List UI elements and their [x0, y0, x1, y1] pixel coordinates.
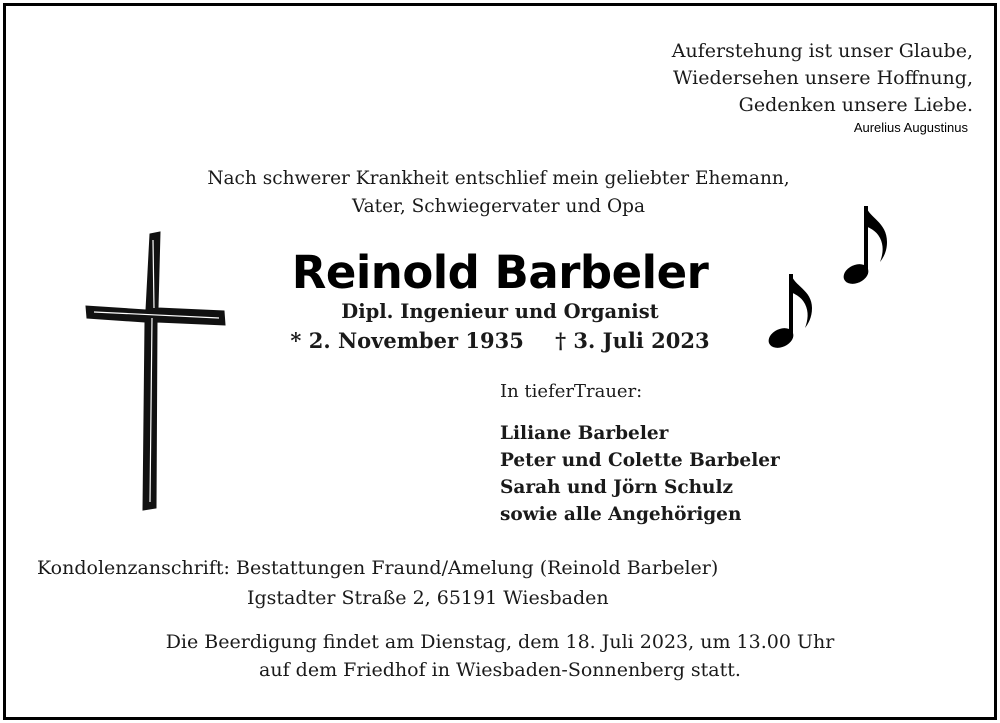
funeral-line: auf dem Friedhof in Wiesbaden-Sonnenberg statt. [259, 659, 741, 681]
intro-line: Nach schwerer Krankheit entschlief mein geliebter Ehemann, [207, 168, 790, 189]
intro-line: Vater, Schwiegervater und Opa [351, 196, 646, 217]
birth-date: * 2. November 1935 [290, 328, 524, 353]
death-date: † 3. Juli 2023 [555, 328, 710, 353]
condolence-address [37, 553, 718, 613]
deceased-profession: Dipl. Ingenieur und Organist [341, 300, 659, 323]
quote [672, 38, 973, 119]
survivor-name: Peter und Colette Barbeler [500, 450, 780, 471]
survivor-name: Sarah und Jörn Schulz [500, 477, 734, 498]
quote-author: Aurelius Augustinus [853, 120, 968, 135]
condolence-line: Kondolenzanschrift: Bestattungen Fraund/Amelung (Reinold Barbeler) [37, 557, 719, 579]
funeral-notice [0, 628, 1000, 684]
quote-line: Gedenken unsere Liebe. [738, 94, 973, 116]
condolence-line: Igstadter Straße 2, 65191 Wiesbaden [247, 587, 609, 609]
quote-line: Auferstehung ist unser Glaube, [671, 40, 973, 62]
mourning-label: In tieferTrauer: [500, 381, 643, 402]
quote-line: Wiedersehen unsere Hoffnung, [672, 67, 973, 89]
survivors-list [500, 420, 780, 528]
survivor-name: sowie alle Angehörigen [500, 504, 742, 525]
funeral-line: Die Beerdigung findet am Dienstag, dem 18. Juli 2023, um 13.00 Uhr [165, 631, 835, 653]
music-notes-icon [760, 200, 895, 360]
deceased-name: Reinold Barbeler [291, 246, 709, 299]
survivor-name: Liliane Barbeler [500, 423, 669, 444]
